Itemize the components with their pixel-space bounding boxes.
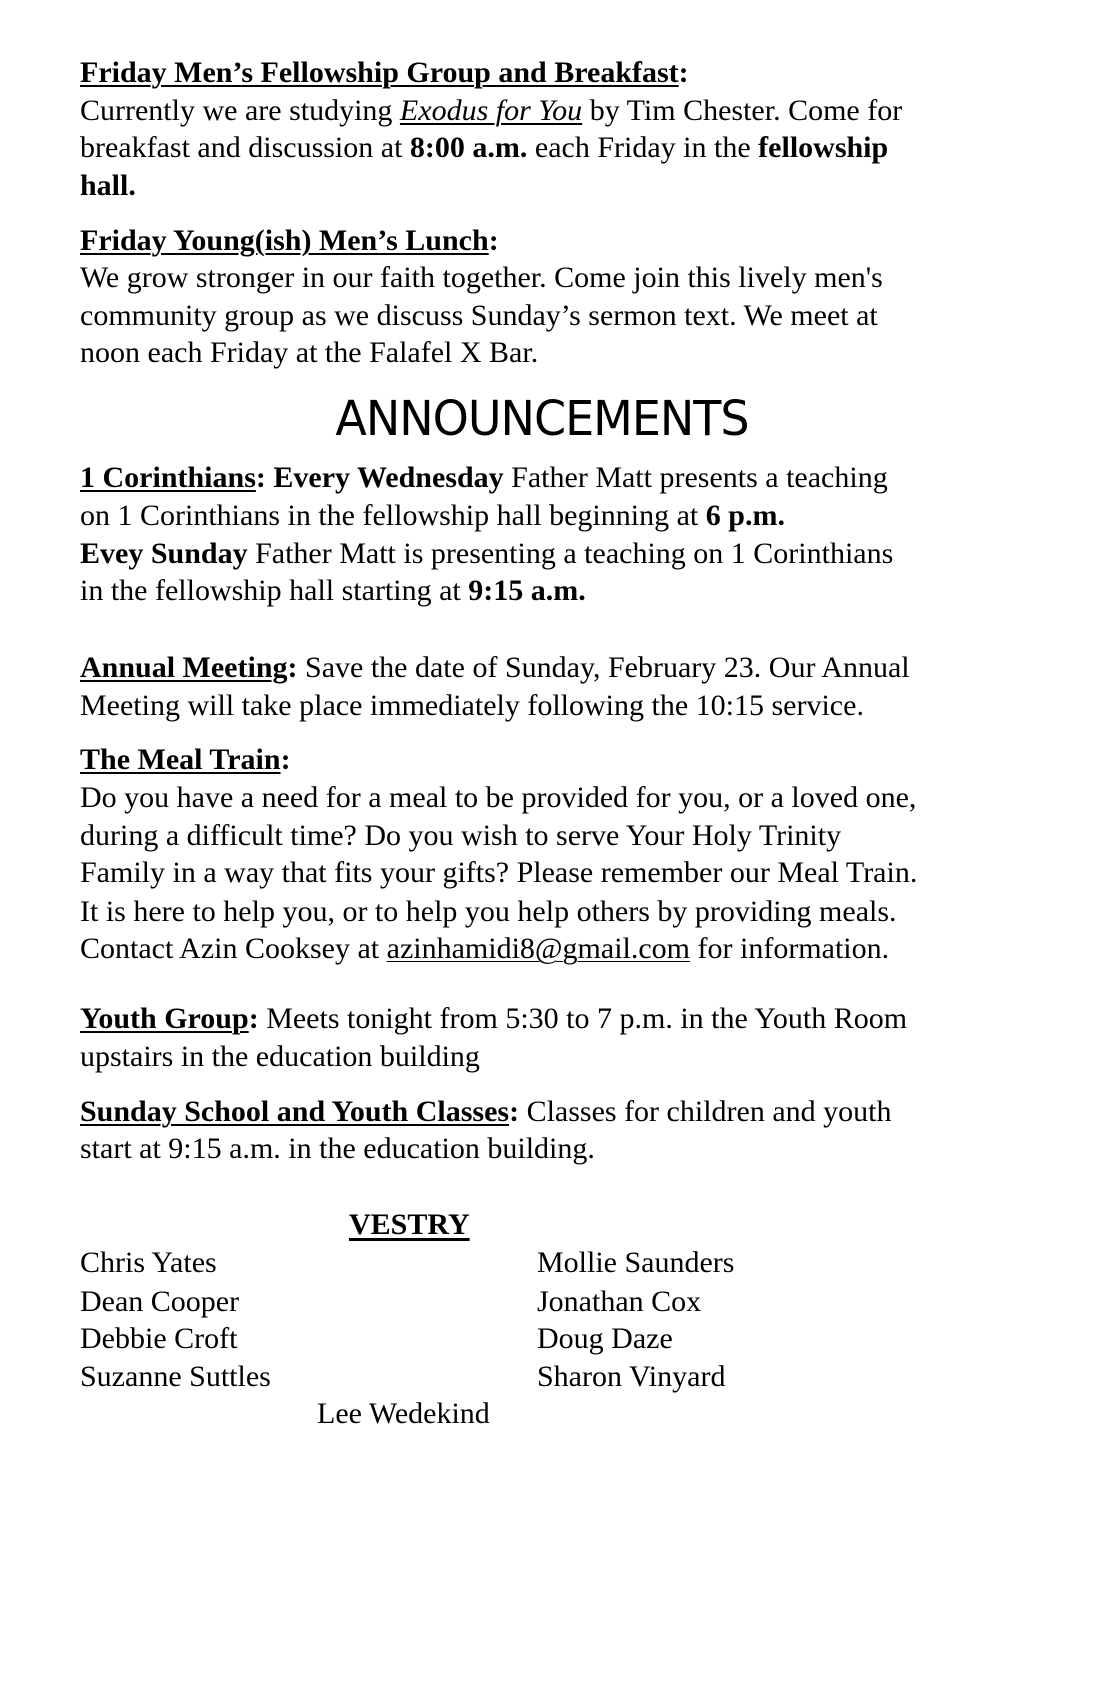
text-segment: Classes for children and youth: [519, 1095, 892, 1128]
text-segment: 9:15 a.m.: [468, 574, 586, 607]
meal-train-line: [80, 854, 917, 892]
text-segment: :: [488, 224, 499, 257]
mens-fellowship-heading: Friday Men’s Fellowship Group and Breakfast: [80, 56, 679, 89]
vestry-member: Suzanne Suttles: [80, 1360, 271, 1393]
text-segment: Save the date of Sunday, February 23. Our Annual: [297, 651, 910, 684]
vestry-member: Doug Daze: [537, 1322, 673, 1355]
corinthians-line: [80, 535, 893, 573]
youth-group-heading: Youth Group: [80, 1002, 249, 1035]
youngish-mens-lunch-heading: Friday Young(ish) Men’s Lunch: [80, 224, 489, 257]
text-segment: Father Matt presents a teaching: [503, 461, 888, 494]
text-segment: on 1 Corinthians in the fellowship hall beginning at: [80, 499, 706, 532]
text-segment: in the fellowship hall starting at: [80, 574, 469, 607]
text-segment: Currently we are studying: [80, 94, 400, 127]
vestry-member: Dean Cooper: [80, 1285, 240, 1318]
announcements-heading: ANNOUNCEMENTS: [335, 389, 749, 447]
meal-train-line: [80, 779, 916, 817]
mens-fellowship-line: [80, 167, 136, 205]
text-segment: upstairs in the education building: [80, 1040, 480, 1073]
vestry-member: Lee Wedekind: [317, 1397, 490, 1430]
text-segment: hall.: [80, 169, 136, 202]
sunday-school-line: [80, 1093, 891, 1131]
text-segment: by Tim Chester. Come for: [582, 94, 903, 127]
text-segment: :: [678, 56, 689, 89]
text-segment: for information.: [690, 932, 890, 965]
text-segment: Evey Sunday: [80, 537, 248, 570]
text-segment: 6 p.m.: [705, 499, 785, 532]
vestry-heading: VESTRY: [349, 1208, 470, 1241]
youngish-mens-lunch-line: [80, 259, 883, 297]
text-segment: Father Matt is presenting a teaching on 1 Corinthians: [247, 537, 894, 570]
mens-fellowship-line: [80, 92, 902, 130]
corinthians-line: [80, 497, 785, 535]
sunday-school-heading: Sunday School and Youth Classes: [80, 1095, 510, 1128]
text-segment: Family in a way that fits your gifts? Please remember our Meal Train.: [80, 856, 918, 889]
text-segment: :: [509, 1095, 520, 1128]
text-segment: :: [280, 743, 291, 776]
youngish-mens-lunch-line: [80, 334, 538, 372]
youth-group-line: [80, 1038, 480, 1076]
book-title: Exodus for You: [399, 94, 583, 127]
text-segment: breakfast and discussion at: [80, 131, 410, 164]
meal-train-line: [80, 741, 291, 779]
text-segment: It is here to help you, or to help you help others by providing meals.: [80, 895, 897, 928]
mens-fellowship-line: [80, 54, 689, 92]
meal-train-line: [80, 893, 897, 931]
youngish-mens-lunch-line: [80, 222, 499, 260]
corinthians-line: [80, 459, 888, 497]
text-segment: Contact Azin Cooksey at: [80, 932, 387, 965]
youngish-mens-lunch-line: [80, 297, 878, 335]
text-segment: noon each Friday at the Falafel X Bar.: [80, 336, 539, 369]
vestry-member: Mollie Saunders: [537, 1246, 735, 1279]
email-link[interactable]: azinhamidi8@gmail.com: [386, 932, 691, 965]
youth-group-line: [80, 1000, 907, 1038]
corinthians-line: [80, 572, 586, 610]
text-segment: :: [287, 651, 298, 684]
vestry-member: Jonathan Cox: [537, 1285, 702, 1318]
text-segment: : Every Wednesday: [255, 461, 504, 494]
vestry-member: Sharon Vinyard: [537, 1360, 726, 1393]
text-segment: community group as we discuss Sunday’s sermon text. We meet at: [80, 299, 878, 332]
corinthians-heading: 1 Corinthians: [80, 461, 256, 494]
vestry-member: Debbie Croft: [80, 1322, 238, 1355]
text-segment: Meeting will take place immediately following the 10:15 service.: [80, 689, 864, 722]
annual-meeting-line: [80, 649, 910, 687]
text-segment: Do you have a need for a meal to be provided for you, or a loved one,: [80, 781, 917, 814]
meal-train-line: [80, 930, 889, 968]
mens-fellowship-line: [80, 129, 888, 167]
annual-meeting-line: [80, 687, 864, 725]
text-segment: each Friday in the: [527, 131, 759, 164]
text-segment: fellowship: [758, 131, 889, 164]
text-segment: 8:00 a.m.: [409, 131, 528, 164]
meal-train-heading: The Meal Train: [80, 743, 281, 776]
meal-train-line: [80, 817, 841, 855]
text-segment: Meets tonight from 5:30 to 7 p.m. in the Youth Room: [258, 1002, 908, 1035]
text-segment: :: [248, 1002, 259, 1035]
annual-meeting-heading: Annual Meeting: [80, 651, 288, 684]
text-segment: during a difficult time? Do you wish to serve Your Holy Trinity: [80, 819, 842, 852]
text-segment: start at 9:15 a.m. in the education building.: [80, 1132, 595, 1165]
sunday-school-line: [80, 1130, 595, 1168]
text-segment: We grow stronger in our faith together. Come join this lively men's: [80, 261, 883, 294]
vestry-member: Chris Yates: [80, 1246, 217, 1279]
